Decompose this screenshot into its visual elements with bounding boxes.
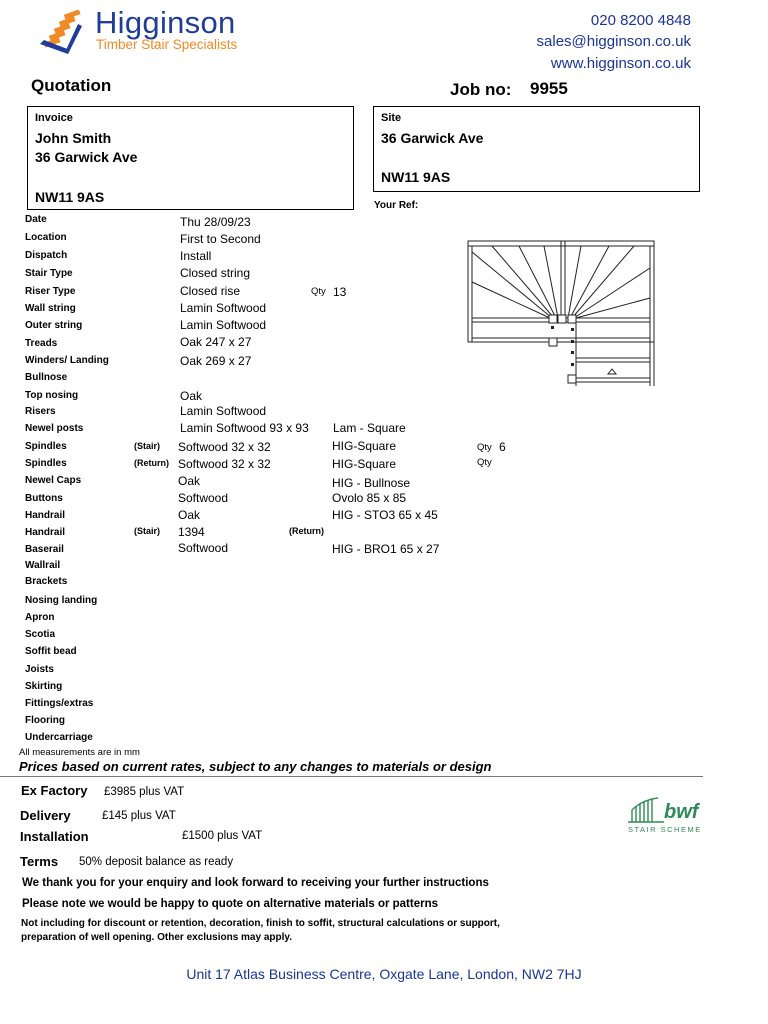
- bwf-logo-icon: [624, 792, 700, 826]
- terms-label: Terms: [20, 854, 59, 869]
- invoice-postcode: NW11 9AS: [35, 189, 105, 205]
- spec-label-bullnose: Bullnose: [25, 372, 68, 383]
- spec-value-date: Thu 28/09/23: [180, 215, 251, 229]
- spec-value-risers: Lamin Softwood: [180, 404, 267, 418]
- invoice-address: 36 Garwick Ave: [35, 149, 138, 165]
- spec-detail-handrail: HIG - STO3 65 x 45: [332, 508, 438, 522]
- phone-number[interactable]: 020 8200 4848: [590, 12, 691, 29]
- spec-label-flooring: Flooring: [25, 715, 65, 726]
- spec-label-brackets: Brackets: [25, 576, 68, 587]
- page-title: Quotation: [31, 76, 112, 95]
- spec-label-fittings: Fittings/extras: [25, 698, 94, 709]
- invoice-name: John Smith: [35, 130, 112, 146]
- invoice-heading: Invoice: [35, 112, 73, 124]
- spindles-return-qty-label: Qty: [477, 457, 492, 468]
- spec-value-treads: Oak 247 x 27: [180, 335, 252, 349]
- spec-label-treads: Treads: [25, 338, 58, 349]
- job-number-label: Job no:: [450, 80, 512, 99]
- spindles-return-sub: (Return): [134, 458, 169, 468]
- spec-value-outer-string: Lamin Softwood: [180, 318, 267, 332]
- spec-label-buttons: Buttons: [25, 493, 63, 504]
- exclusions-note-line1: Not including for discount or retention, decoration, finish to soffit, structural calculations or support,: [21, 918, 500, 929]
- footer-address: Unit 17 Atlas Business Centre, Oxgate Lane, London, NW2 7HJ: [186, 966, 582, 982]
- spec-label-riser-type: Riser Type: [25, 286, 76, 297]
- brand-tagline: Timber Stair Specialists: [96, 37, 238, 52]
- spec-label-handrail-length: Handrail: [25, 527, 66, 538]
- brand-name: Higginson: [95, 5, 236, 40]
- email-link[interactable]: sales@higginson.co.uk: [536, 33, 691, 50]
- site-address: 36 Garwick Ave: [381, 130, 484, 146]
- spec-label-skirting: Skirting: [25, 681, 63, 692]
- spec-detail-buttons: Ovolo 85 x 85: [332, 491, 407, 505]
- spec-value-handrail: Oak: [178, 508, 201, 522]
- spec-label-soffit-bead: Soffit bead: [25, 646, 77, 657]
- spec-label-date: Date: [25, 214, 47, 225]
- bwf-mark: bwf: [664, 801, 699, 823]
- spec-label-spindles-stair: Spindles: [25, 441, 67, 452]
- spec-value-spindles-stair: Softwood 32 x 32: [178, 440, 271, 454]
- divider: [0, 776, 703, 777]
- spindles-stair-sub: (Stair): [134, 441, 161, 451]
- spec-value-wall-string: Lamin Softwood: [180, 301, 267, 315]
- spec-label-joists: Joists: [25, 664, 54, 675]
- ex-factory-price: £3985 plus VAT: [104, 786, 185, 798]
- spec-value-location: First to Second: [180, 232, 261, 246]
- spindles-stair-qty: 6: [499, 440, 506, 454]
- spec-value-newel-posts: Lamin Softwood 93 x 93: [180, 421, 309, 435]
- spindles-stair-qty-label: Qty: [477, 442, 492, 453]
- handrail-return-sub: (Return): [289, 526, 324, 536]
- spec-value-handrail-length: 1394: [178, 525, 205, 539]
- spec-label-spindles-return: Spindles: [25, 458, 67, 469]
- spec-label-location: Location: [25, 232, 67, 243]
- stair-plan-diagram: [464, 238, 659, 386]
- job-number: 9955: [530, 79, 568, 98]
- riser-qty-label: Qty: [311, 286, 326, 297]
- higginson-logo-icon: [38, 10, 94, 54]
- spec-label-scotia: Scotia: [25, 629, 56, 640]
- measurements-note: All measurements are in mm: [19, 747, 140, 758]
- spec-value-buttons: Softwood: [178, 491, 229, 505]
- spec-value-winders: Oak 269 x 27: [180, 354, 252, 368]
- stair-scheme-text: STAIR SCHEME: [628, 825, 702, 834]
- spec-label-risers: Risers: [25, 406, 56, 417]
- spec-value-spindles-return: Softwood 32 x 32: [178, 457, 271, 471]
- spec-value-dispatch: Install: [180, 249, 212, 263]
- spec-label-top-nosing: Top nosing: [25, 390, 79, 401]
- spec-detail-baserail: HIG - BRO1 65 x 27: [332, 542, 440, 556]
- spec-label-apron: Apron: [25, 612, 55, 623]
- spec-label-undercarriage: Undercarriage: [25, 732, 93, 743]
- spec-detail-newel-caps: HIG - Bullnose: [332, 476, 411, 490]
- spec-label-winders: Winders/ Landing: [25, 355, 109, 366]
- spec-detail-spindles-stair: HIG-Square: [332, 439, 397, 453]
- spec-label-dispatch: Dispatch: [25, 250, 68, 261]
- delivery-label: Delivery: [20, 808, 71, 823]
- exclusions-note-line2: preparation of well opening. Other exclusions may apply.: [21, 932, 292, 943]
- spec-value-top-nosing: Oak: [180, 389, 203, 403]
- spec-label-nosing-landing: Nosing landing: [25, 595, 98, 606]
- prices-note: Prices based on current rates, subject to any changes to materials or design: [19, 759, 492, 774]
- bwf-stair-scheme-badge: [624, 792, 700, 838]
- installation-label: Installation: [20, 829, 89, 844]
- spec-label-stair-type: Stair Type: [25, 268, 73, 279]
- delivery-price: £145 plus VAT: [102, 810, 176, 822]
- installation-price: £1500 plus VAT: [182, 830, 263, 842]
- spec-label-newel-posts: Newel posts: [25, 423, 84, 434]
- spec-detail-newel-posts: Lam - Square: [333, 421, 406, 435]
- spec-value-riser-type: Closed rise: [180, 284, 241, 298]
- terms-value: 50% deposit balance as ready: [79, 856, 234, 868]
- spec-label-wallrail: Wallrail: [25, 560, 61, 571]
- handrail-stair-sub: (Stair): [134, 526, 161, 536]
- riser-qty-value: 13: [333, 285, 347, 299]
- spec-label-baserail: Baserail: [25, 544, 64, 555]
- spec-label-wall-string: Wall string: [25, 303, 76, 314]
- website-link[interactable]: www.higginson.co.uk: [550, 55, 691, 72]
- invoice-box: [27, 106, 354, 210]
- spec-value-baserail: Softwood: [178, 541, 229, 555]
- spec-label-newel-caps: Newel Caps: [25, 475, 82, 486]
- your-ref-label: Your Ref:: [374, 200, 419, 211]
- spec-value-newel-caps: Oak: [178, 474, 201, 488]
- site-postcode: NW11 9AS: [381, 169, 451, 185]
- spec-label-outer-string: Outer string: [25, 320, 83, 331]
- spec-label-handrail: Handrail: [25, 510, 66, 521]
- alternatives-note: Please note we would be happy to quote on alternative materials or patterns: [22, 898, 439, 910]
- site-box: [373, 106, 700, 192]
- ex-factory-label: Ex Factory: [21, 783, 88, 798]
- spec-value-stair-type: Closed string: [180, 266, 251, 280]
- thanks-note: We thank you for your enquiry and look forward to receiving your further instructions: [22, 877, 489, 889]
- spec-detail-spindles-return: HIG-Square: [332, 457, 397, 471]
- site-heading: Site: [381, 112, 402, 124]
